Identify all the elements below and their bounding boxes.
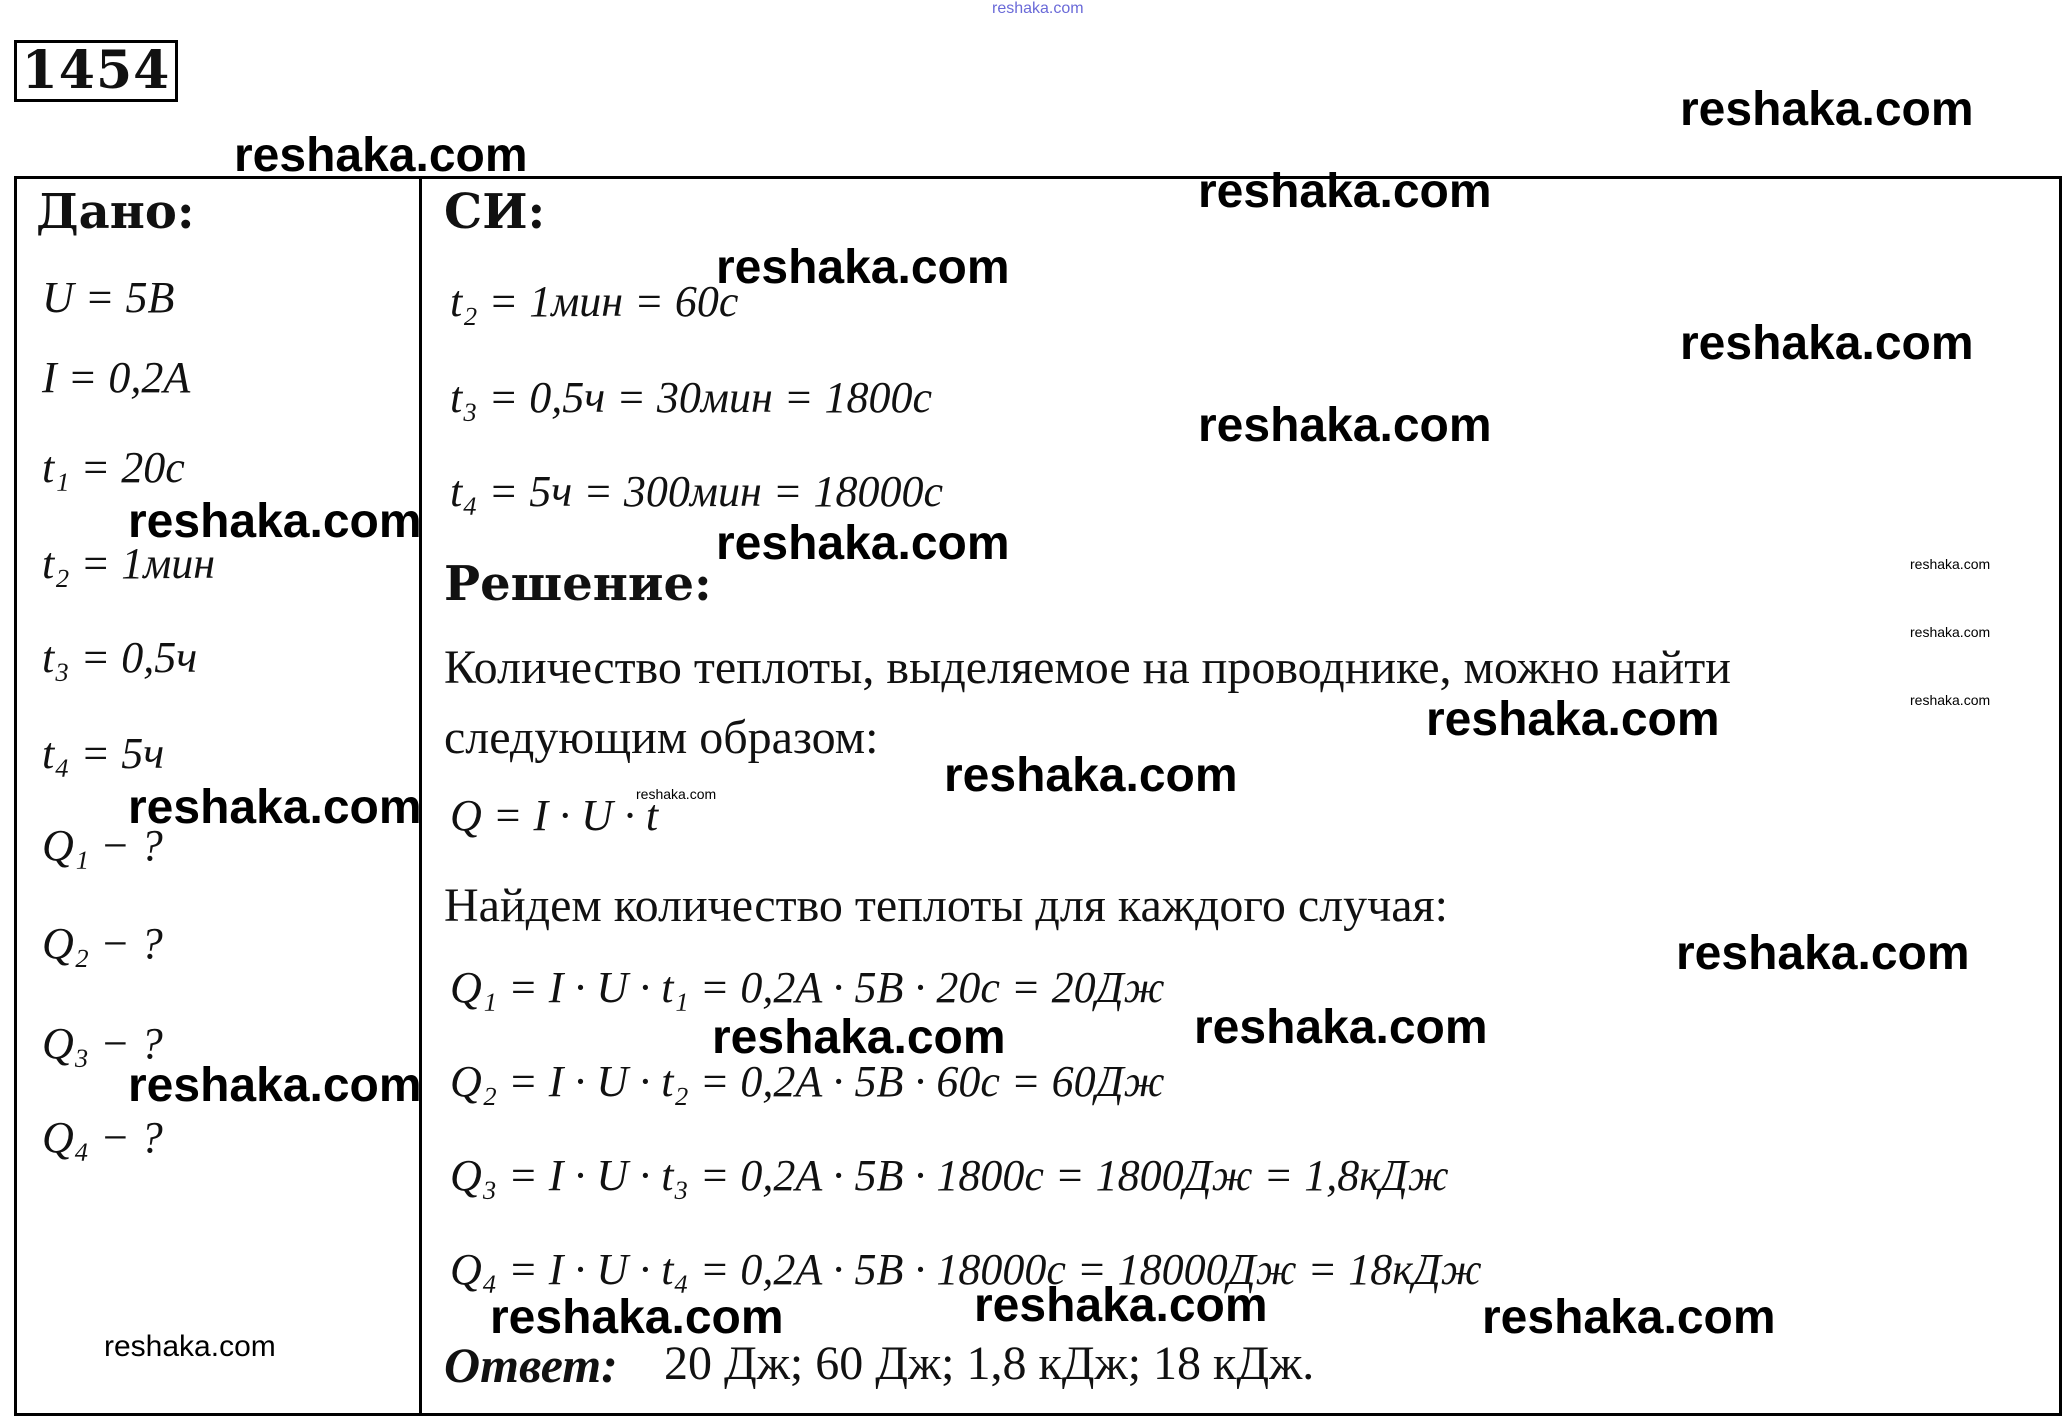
watermark: reshaka.com bbox=[1680, 83, 1974, 136]
watermark: reshaka.com bbox=[944, 749, 1238, 802]
given-line-q4: Q₄ − ? bbox=[42, 1113, 163, 1162]
solution-find-text: Найдем количество теплоты для каждого случая: bbox=[444, 879, 1448, 932]
given-line-t4: t₄ = 5ч bbox=[42, 729, 165, 778]
watermark: reshaka.com bbox=[636, 786, 717, 802]
watermark: reshaka.com bbox=[128, 1059, 422, 1112]
watermark: reshaka.com bbox=[1194, 1001, 1488, 1054]
given-line-u: U = 5В bbox=[42, 273, 175, 322]
answer-text: 20 Дж; 60 Дж; 1,8 кДж; 18 кДж. bbox=[664, 1337, 1315, 1390]
watermark: reshaka.com bbox=[712, 1011, 1006, 1064]
watermark: reshaka.com bbox=[490, 1291, 784, 1344]
si-line-t3: t₃ = 0,5ч = 30мин = 1800с bbox=[450, 373, 933, 422]
si-heading: СИ: bbox=[444, 184, 546, 240]
calc-q1: Q₁ = I · U · t₁ = 0,2A · 5В · 20с = 20Дж bbox=[450, 963, 1165, 1012]
watermark: reshaka.com bbox=[1680, 317, 1974, 370]
problem-number: 1454 bbox=[14, 40, 178, 102]
given-line-t2: t₂ = 1мин bbox=[42, 539, 216, 588]
given-line-t1: t₁ = 20с bbox=[42, 443, 185, 492]
answer-label: Ответ: bbox=[444, 1337, 618, 1393]
watermark: reshaka.com bbox=[1198, 165, 1492, 218]
watermark: reshaka.com bbox=[1198, 399, 1492, 452]
watermark: reshaka.com bbox=[1676, 927, 1970, 980]
watermark: reshaka.com bbox=[716, 517, 1010, 570]
watermark: reshaka.com bbox=[234, 129, 528, 182]
solution-heading: Решение: bbox=[444, 556, 712, 612]
calc-q2: Q₂ = I · U · t₂ = 0,2A · 5В · 60с = 60Дж bbox=[450, 1057, 1165, 1106]
si-line-t2: t₂ = 1мин = 60с bbox=[450, 277, 739, 326]
watermark: reshaka.com bbox=[974, 1279, 1268, 1332]
given-line-q3: Q₃ − ? bbox=[42, 1019, 163, 1068]
solution-intro-line2: следующим образом: bbox=[444, 711, 879, 764]
watermark: reshaka.com bbox=[1910, 624, 1991, 640]
watermark: reshaka.com bbox=[128, 495, 422, 548]
watermark: reshaka.com bbox=[104, 1330, 276, 1363]
watermark: reshaka.com bbox=[1910, 692, 1991, 708]
watermark: reshaka.com bbox=[128, 781, 422, 834]
watermark: reshaka.com bbox=[1910, 556, 1991, 572]
watermark: reshaka.com bbox=[716, 241, 1010, 294]
solution-formula: Q = I · U · t bbox=[450, 791, 659, 840]
given-line-i: I = 0,2A bbox=[42, 353, 191, 402]
calc-q4: Q₄ = I · U · t₄ = 0,2A · 5В · 18000с = 18000Дж = 18кДж bbox=[450, 1245, 1482, 1294]
watermark-top: reshaka.com bbox=[992, 0, 1084, 17]
given-line-q1: Q₁ − ? bbox=[42, 821, 163, 870]
given-line-t3: t₃ = 0,5ч bbox=[42, 633, 198, 682]
si-line-t4: t₄ = 5ч = 300мин = 18000с bbox=[450, 467, 944, 516]
given-line-q2: Q₂ − ? bbox=[42, 919, 163, 968]
watermark: reshaka.com bbox=[1482, 1291, 1776, 1344]
solution-intro-line1: Количество теплоты, выделяемое на проводнике, можно найти bbox=[444, 641, 1731, 694]
watermark: reshaka.com bbox=[1426, 693, 1720, 746]
given-heading: Дано: bbox=[36, 184, 195, 240]
calc-q3: Q₃ = I · U · t₃ = 0,2A · 5В · 1800с = 1800Дж = 1,8кДж bbox=[450, 1151, 1449, 1200]
